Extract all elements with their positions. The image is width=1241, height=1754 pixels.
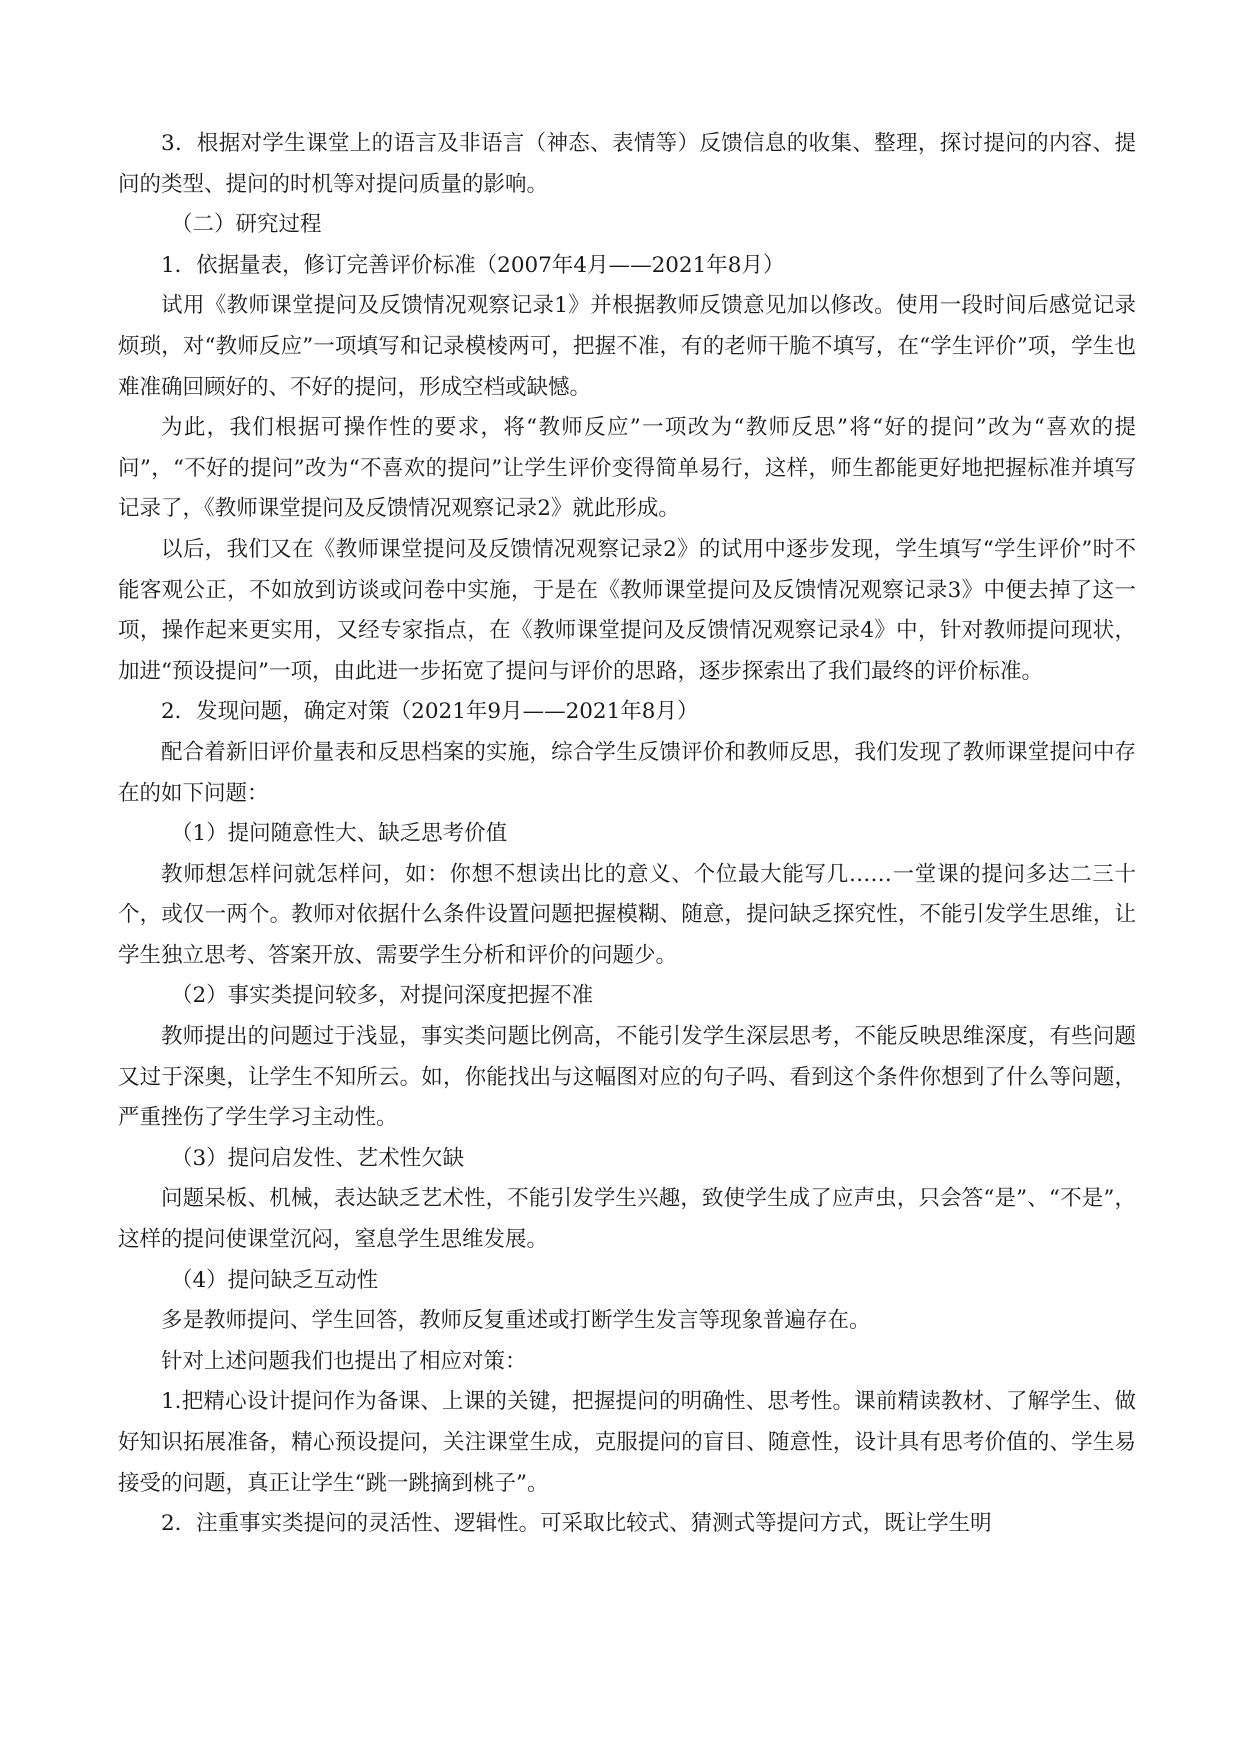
problem-heading-1: （1）提问随意性大、缺乏思考价值 xyxy=(171,821,508,847)
step-heading-2: 2．发现问题，确定对策（2021年9月——2021年8月） xyxy=(161,699,699,725)
countermeasure-1: 1.把精心设计提问作为备课、上课的关键，把握提问的明确性、思考性。课前精读教材、了解学生、做好知识拓展准备，精心预设提问，关注课堂生成，克服提问的盲目、随意性，设计具有思考价值的、学生易接受的问题，真正让学生“跳一跳摘到桃子”。 xyxy=(118,1389,1136,1496)
step-heading-1: 1．依据量表，修订完善评价标准（2007年4月——2021年8月） xyxy=(161,252,785,278)
section-heading-research-process: （二）研究过程 xyxy=(171,212,322,238)
problem-heading-4: （4）提问缺乏互动性 xyxy=(171,1267,379,1293)
paragraph: 多是教师提问、学生回答，教师反复重述或打断学生发言等现象普遍存在。 xyxy=(161,1308,871,1334)
paragraph: 问题呆板、机械，表达缺乏艺术性，不能引发学生兴趣，致使学生成了应声虫，只会答“是”、“不是”，这样的提问使课堂沉闷，窒息学生思维发展。 xyxy=(118,1186,1136,1253)
problem-heading-2: （2）事实类提问较多，对提问深度把握不准 xyxy=(171,983,594,1009)
paragraph: 为此，我们根据可操作性的要求，将“教师反应”一项改为“教师反思”将“好的提问”改为“喜欢的提问”，“不好的提问”改为“不喜欢的提问”让学生评价变得简单易行，这样，师生都能更好地把握标准并填写记录了，《教师课堂提问及反馈情况观察记录2》就此形成。 xyxy=(118,415,1136,522)
paragraph: 以后，我们又在《教师课堂提问及反馈情况观察记录2》的试用中逐步发现，学生填写“学生评价”时不能客观公正，不如放到访谈或问卷中实施，于是在《教师课堂提问及反馈情况观察记录3》中便去掉了这一项，操作起来更实用，又经专家指点，在《教师课堂提问及反馈情况观察记录4》中，针对教师提问现状，加进“预设提问”一项，由此进一步拓宽了提问与评价的思路，逐步探索出了我们最终的评价标准。 xyxy=(118,536,1136,684)
document-page xyxy=(118,124,1136,1545)
paragraph: 教师想怎样问就怎样问，如：你想不想读出比的意义、个位最大能写几……一堂课的提问多达二三十个，或仅一两个。教师对依据什么条件设置问题把握模糊、随意，提问缺乏探究性，不能引发学生思维，让学生独立思考、答案开放、需要学生分析和评价的问题少。 xyxy=(118,861,1136,968)
countermeasure-2: 2．注重事实类提问的灵活性、逻辑性。可采取比较式、猜测式等提问方式，既让学生明 xyxy=(161,1511,992,1537)
paragraph-research-goal-3: 3．根据对学生课堂上的语言及非语言（神态、表情等）反馈信息的收集、整理，探讨提问的内容、提问的类型、提问的时机等对提问质量的影响。 xyxy=(118,131,1136,197)
paragraph: 针对上述问题我们也提出了相应对策： xyxy=(161,1348,527,1374)
paragraph: 配合着新旧评价量表和反思档案的实施，综合学生反馈评价和教师反思，我们发现了教师课堂提问中存在的如下问题： xyxy=(118,739,1136,806)
problem-heading-3: （3）提问启发性、艺术性欠缺 xyxy=(171,1145,465,1171)
paragraph: 教师提出的问题过于浅显，事实类问题比例高，不能引发学生深层思考，不能反映思维深度，有些问题又过于深奥，让学生不知所云。如，你能找出与这幅图对应的句子吗、看到这个条件你想到了什么等问题，严重挫伤了学生学习主动性。 xyxy=(118,1024,1136,1131)
paragraph: 试用《教师课堂提问及反馈情况观察记录1》并根据教师反馈意见加以修改。使用一段时间后感觉记录烦琐，对“教师反应”一项填写和记录模棱两可，把握不准，有的老师干脆不填写，在“学生评价”项，学生也难准确回顾好的、不好的提问，形成空档或缺憾。 xyxy=(118,293,1136,400)
